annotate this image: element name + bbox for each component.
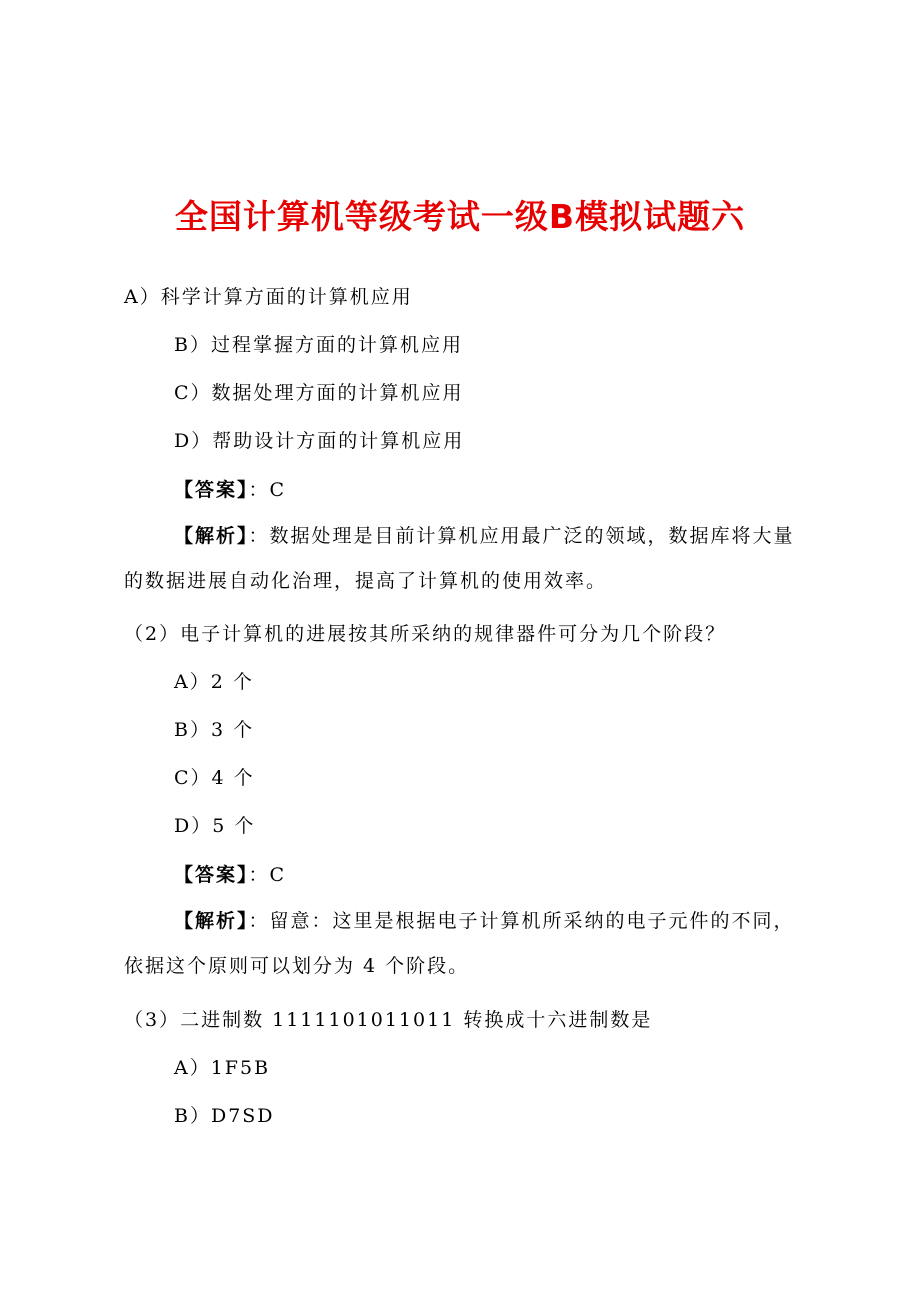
q1-analysis [124,514,814,604]
q2-option-c: C）4 个 [174,767,255,789]
q1-analysis-text: ：数据处理是目前计算机应用最广泛的领域，数据库将大量的数据进展自动化治理，提高了计算机的使用效率。 [124,525,795,592]
q2-answer-label: 【答案】 [174,864,249,886]
q2-analysis-label: 【解析】 [174,910,249,932]
q2-answer [174,861,286,889]
q1-option-c: C）数据处理方面的计算机应用 [174,382,464,404]
document-title: 全国计算机等级考试一级B模拟试题六 [174,197,746,236]
q1-analysis-label: 【解析】 [174,525,249,547]
q2-analysis [124,899,814,989]
q2-analysis-text: ：留意：这里是根据电子计算机所采纳的电子元件的不同，依据这个原则可以划分为 4 个阶段。 [124,910,795,977]
q3-option-b: B）D7SD [174,1105,275,1127]
q1-option-d: D）帮助设计方面的计算机应用 [174,430,465,452]
q1-answer-value: ：C [248,479,287,501]
q1-answer [174,476,286,504]
q2-option-a: A）2 个 [174,671,254,693]
q3-question: （3）二进制数 1111101011011 转换成十六进制数是 [124,1009,653,1031]
q2-option-d: D）5 个 [174,815,256,837]
q2-question: （2）电子计算机的进展按其所采纳的规律器件可分为几个阶段？ [124,623,727,645]
q1-option-a: A）科学计算方面的计算机应用 [124,286,413,308]
q1-option-b: B）过程掌握方面的计算机应用 [174,334,463,356]
q2-answer-value: ：C [248,864,287,886]
q2-option-b: B）3 个 [174,719,255,741]
q3-option-a: A）1F5B [174,1057,271,1079]
q1-answer-label: 【答案】 [174,479,249,501]
